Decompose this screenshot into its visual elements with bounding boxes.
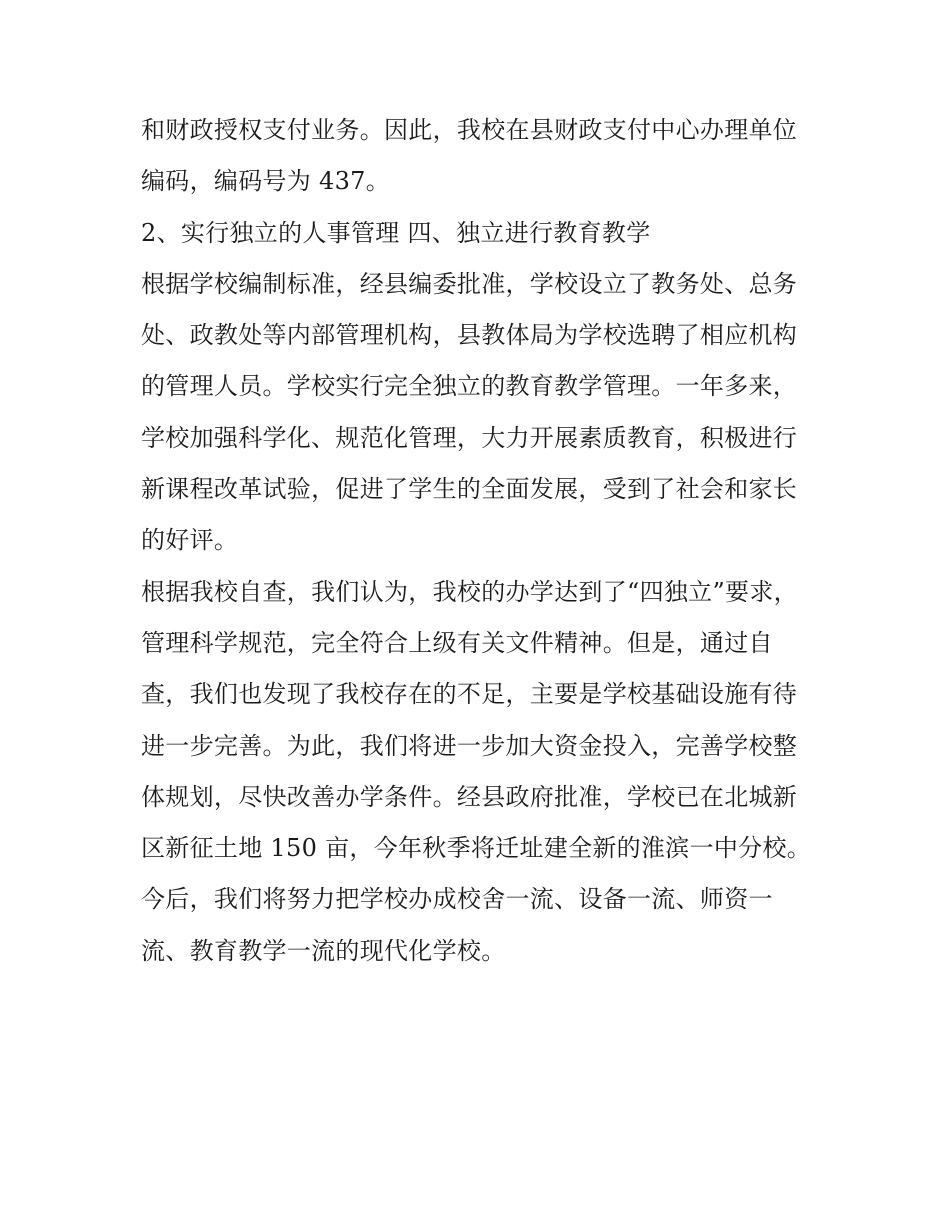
text-line: 区新征土地 150 亩，今年秋季将迁址建全新的淮滨一中分校。 [141, 834, 812, 863]
section-heading: 2、实行独立的人事管理 四、独立进行教育教学 [141, 218, 651, 247]
text-line: 处、政教处等内部管理机构，县教体局为学校选聘了相应机构 [141, 321, 798, 350]
text-line: 查，我们也发现了我校存在的不足，主要是学校基础设施有待 [141, 680, 798, 709]
text-line: 管理科学规范，完全符合上级有关文件精神。但是，通过自 [141, 628, 773, 657]
text-line: 新课程改革试验，促进了学生的全面发展，受到了社会和家长 [141, 475, 798, 504]
body-text [141, 105, 821, 977]
text-line: 的好评。 [141, 526, 239, 555]
text-line: 根据学校编制标准，经县编委批准，学校设立了教务处、总务 [141, 269, 798, 298]
text-line: 体规划，尽快改善办学条件。经县政府批准，学校已在北城新 [141, 782, 798, 811]
text-line: 今后，我们将努力把学校办成校舍一流、设备一流、师资一 [141, 885, 773, 914]
text-line: 进一步完善。为此，我们将进一步加大资金投入，完善学校整 [141, 731, 798, 760]
text-line: 流、教育教学一流的现代化学校。 [141, 936, 506, 965]
text-line: 编码，编码号为 437。 [141, 167, 391, 196]
text-line: 学校加强科学化、规范化管理，大力开展素质教育，积极进行 [141, 423, 798, 452]
text-line: 根据我校自查，我们认为，我校的办学达到了“四独立”要求， [141, 577, 798, 606]
text-line: 的管理人员。学校实行完全独立的教育教学管理。一年多来， [141, 372, 798, 401]
text-line: 和财政授权支付业务。因此，我校在县财政支付中心办理单位 [141, 116, 798, 144]
